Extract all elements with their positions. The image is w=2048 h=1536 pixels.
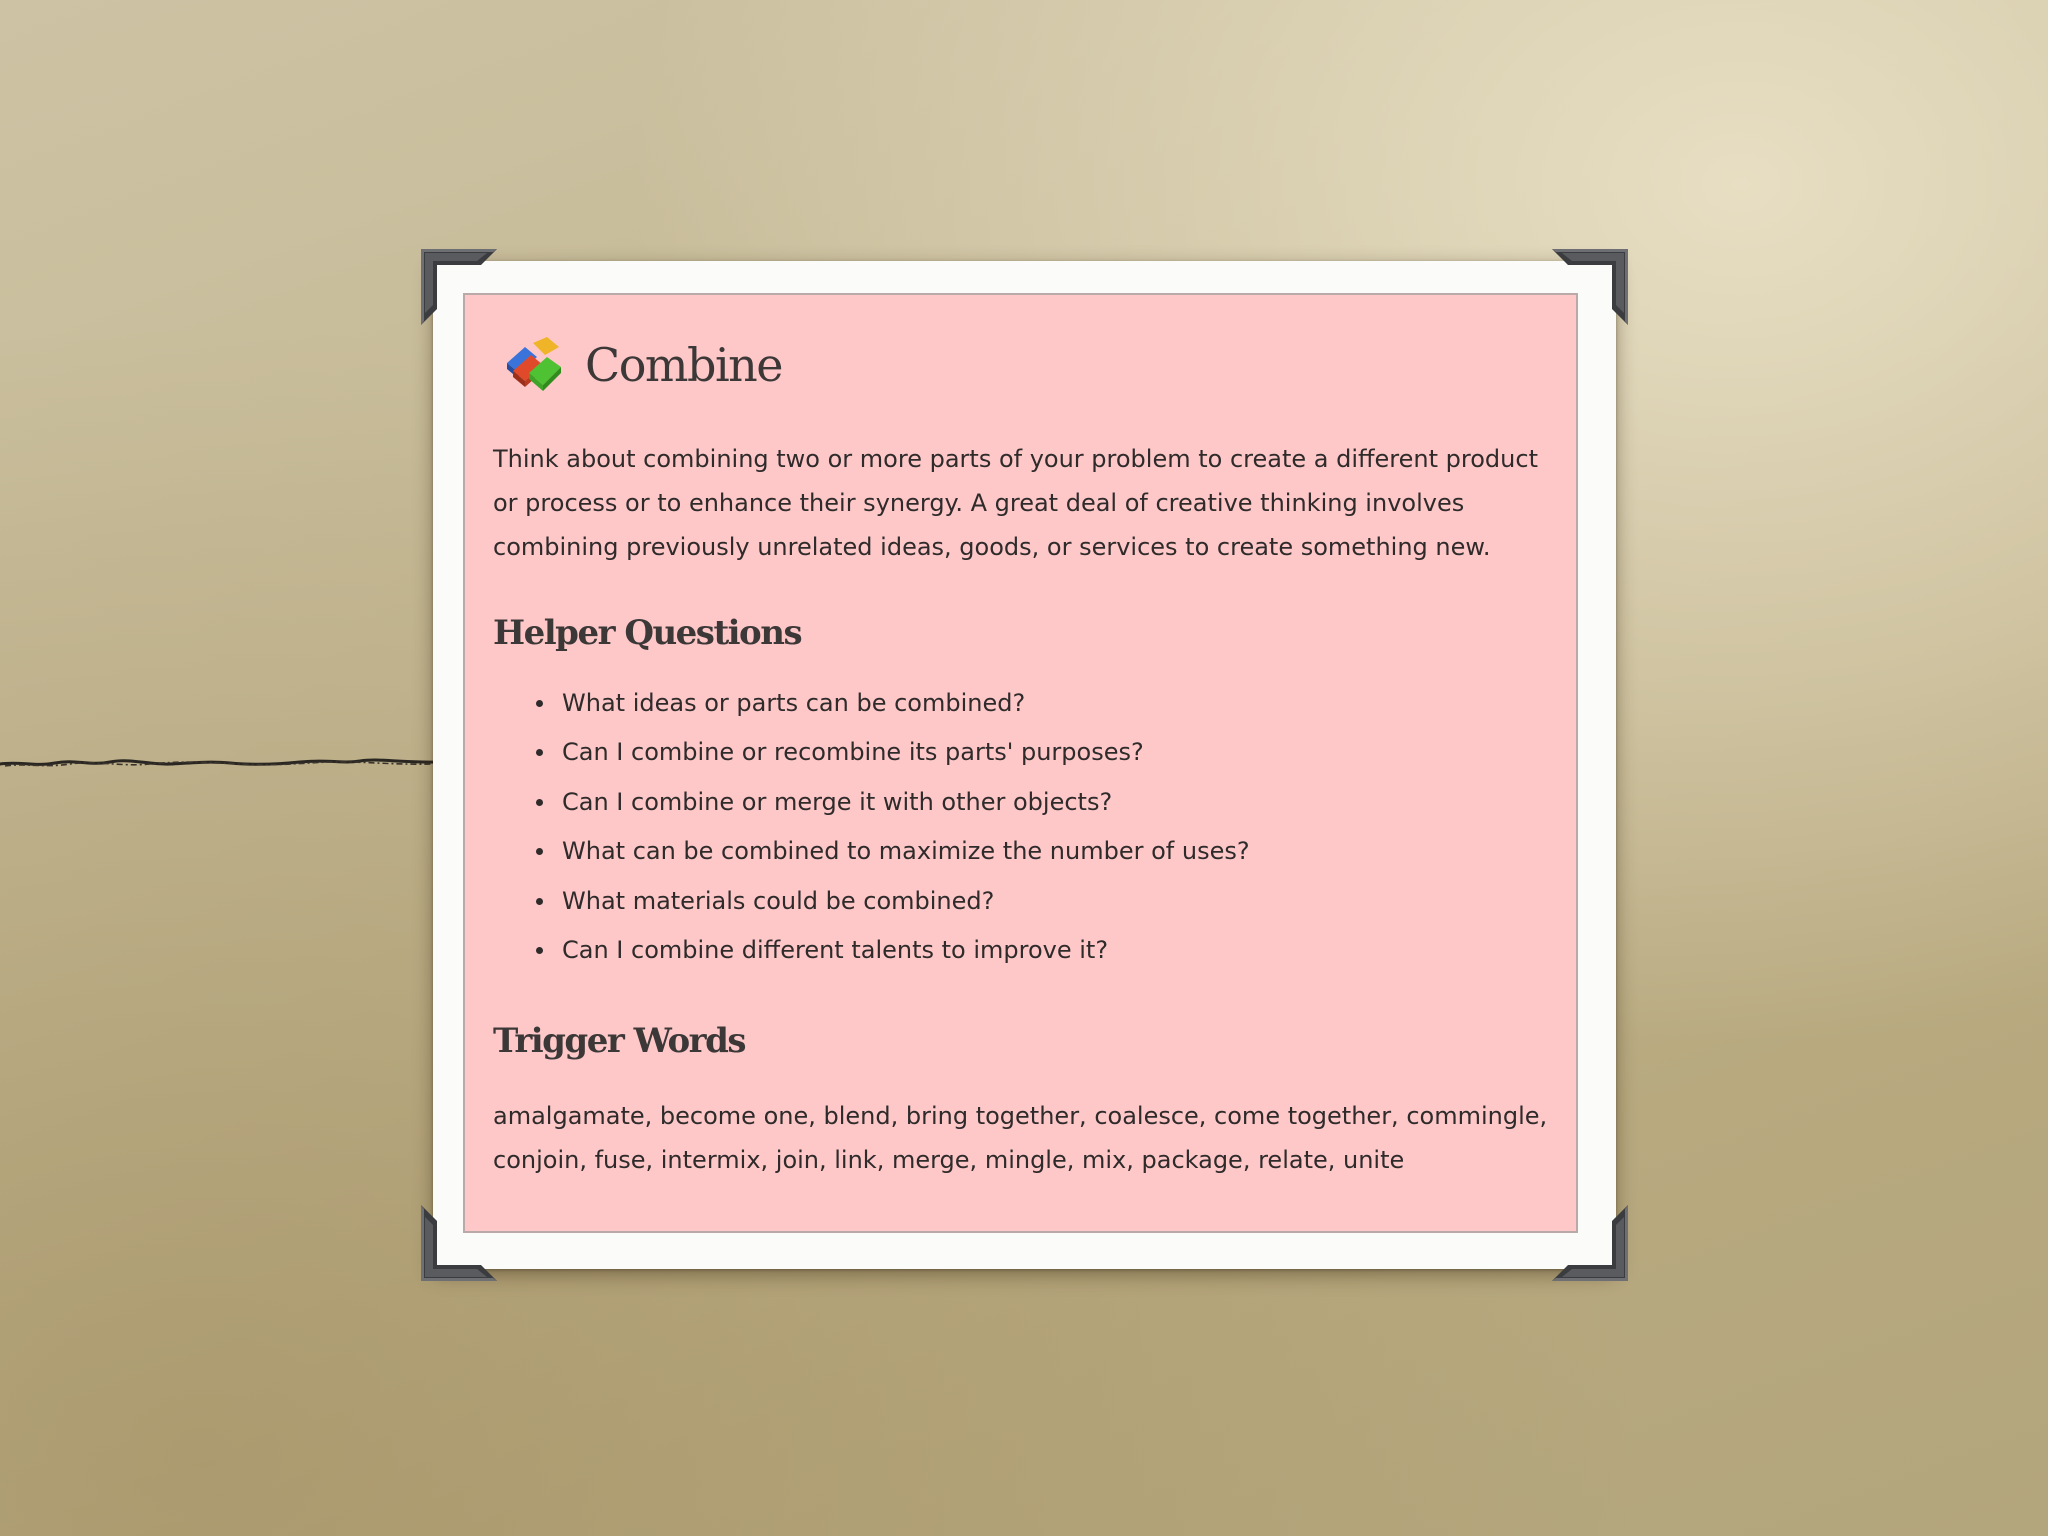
list-item <box>521 926 1250 975</box>
helper-questions-list <box>521 679 1250 975</box>
combine-blocks-icon <box>503 333 567 397</box>
question-text: What materials could be combined? <box>562 886 995 915</box>
combine-card <box>463 293 1578 1233</box>
list-item <box>521 728 1250 777</box>
trigger-words-heading: Trigger Words <box>493 1021 746 1061</box>
photo-frame <box>433 261 1616 1269</box>
bullet-icon <box>536 947 543 954</box>
question-text: Can I combine or recombine its parts' purposes? <box>562 738 1144 767</box>
title-row <box>503 333 782 397</box>
bullet-icon <box>536 700 543 707</box>
question-text: What can be combined to maximize the number of uses? <box>562 837 1250 866</box>
helper-questions-heading: Helper Questions <box>493 613 802 653</box>
bullet-icon <box>536 848 543 855</box>
bullet-icon <box>536 898 543 905</box>
bullet-icon <box>536 799 543 806</box>
scribble-line <box>0 752 440 776</box>
list-item <box>521 778 1250 827</box>
list-item <box>521 679 1250 728</box>
trigger-words-text: amalgamate, become one, blend, bring together, coalesce, come together, commingle, conjoin, fuse, intermix, join, link, merge, mingle, mix, package, relate, unite <box>493 1102 1548 1174</box>
intro-paragraph: Think about combining two or more parts of your problem to create a different product or process or to enhance their synergy. A great deal of creative thinking involves combining previously unrelated ideas, goods, or services to create something new. <box>493 445 1538 561</box>
card-title: Combine <box>585 338 783 392</box>
list-item <box>521 877 1250 926</box>
question-text: Can I combine or merge it with other objects? <box>562 787 1113 816</box>
bullet-icon <box>536 749 543 756</box>
question-text: Can I combine different talents to improve it? <box>562 935 1109 964</box>
list-item <box>521 827 1250 876</box>
question-text: What ideas or parts can be combined? <box>562 689 1026 717</box>
